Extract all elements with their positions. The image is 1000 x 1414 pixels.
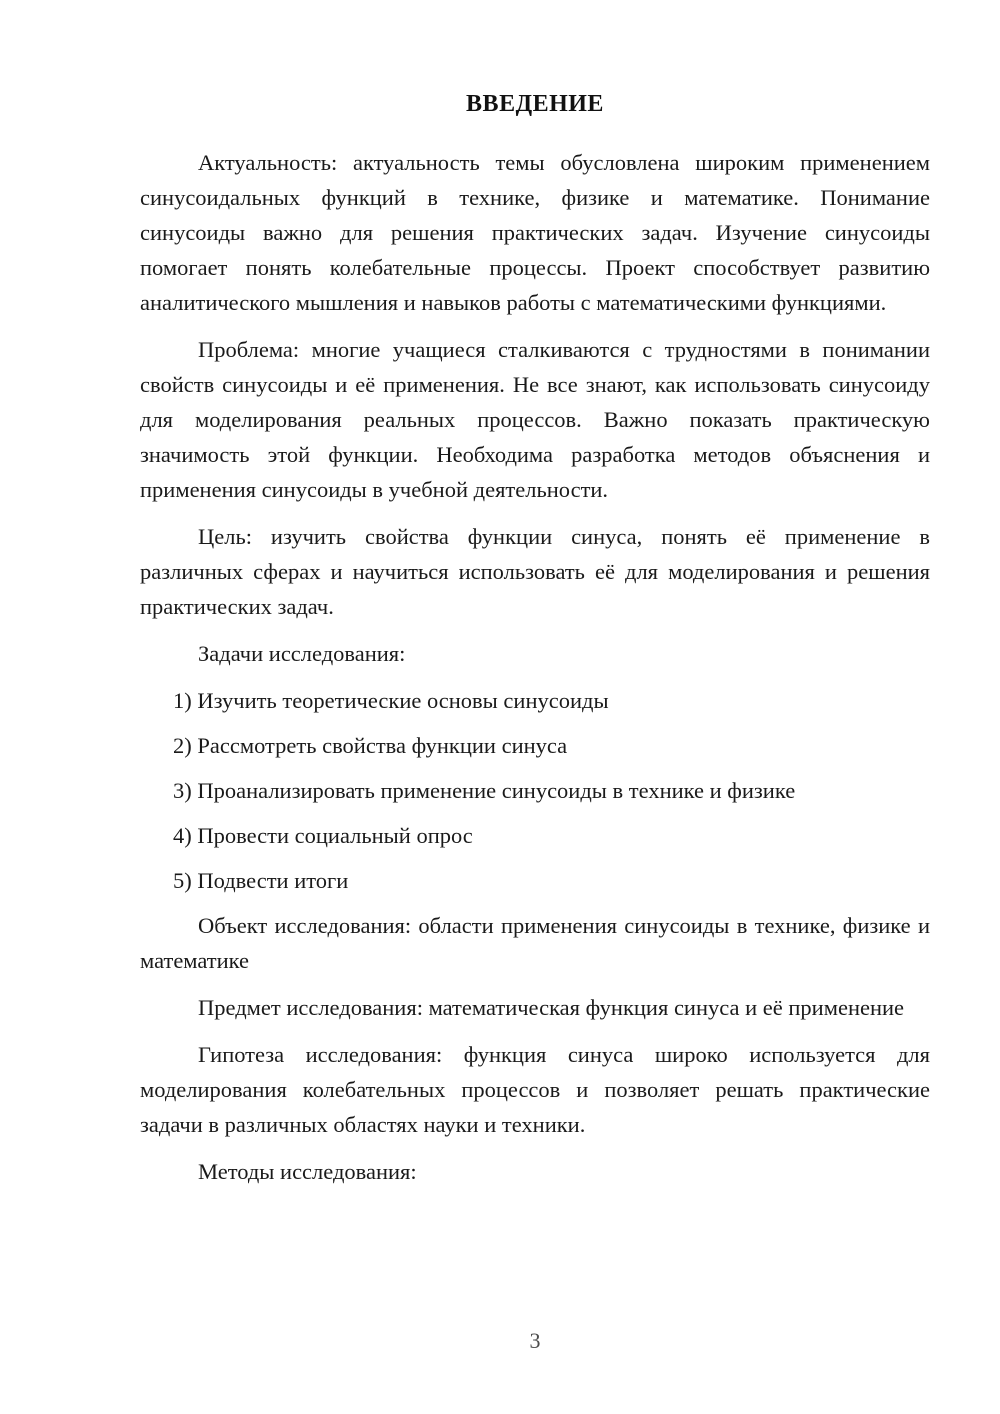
paragraph-gipoteza: Гипотеза исследования: функция синуса широко используется для моделирования колебательных процессов и позволяет решать практические задачи в различных областях науки и техники. (140, 1042, 930, 1137)
paragraph-metody-heading: Методы исследования: (198, 1159, 417, 1184)
task-item-4: 4) Провести социальный опрос (173, 823, 473, 848)
paragraph-aktualnost: Актуальность: актуальность темы обусловлена широким применением синусоидальных функций в технике, физике и математике. Понимание синусоиды важно для решения практических задач. Изучение синусоиды помогает понять колебательные процессы. Проект способствует развитию аналитического мышления и навыков работы с математическими функциями. (140, 150, 930, 315)
page-title: ВВЕДЕНИЕ (466, 91, 604, 117)
paragraph-problema: Проблема: многие учащиеся сталкиваются с трудностями в понимании свойств синусоиды и её применения. Не все знают, как использовать синусоиду для моделирования реальных процессов. Важно показать практическую значимость этой функции. Необходима разработка методов объяснения и применения синусоиды в учебной деятельности. (140, 337, 930, 502)
document-content (140, 0, 930, 1201)
paragraph-obekt: Объект исследования: области применения синусоиды в технике, физике и математике (140, 913, 930, 973)
task-item-2: 2) Рассмотреть свойства функции синуса (173, 733, 568, 758)
paragraph-predmet: Предмет исследования: математическая функция синуса и её применение (198, 995, 905, 1020)
paragraph-zadachi-heading: Задачи исследования: (198, 641, 406, 666)
page-number: 3 (529, 1328, 541, 1353)
task-item-3: 3) Проанализировать применение синусоиды в технике и физике (173, 778, 796, 803)
task-item-1: 1) Изучить теоретические основы синусоиды (173, 688, 609, 713)
paragraph-tsel: Цель: изучить свойства функции синуса, понять её применение в различных сферах и научиться использовать её для моделирования и решения практических задач. (140, 524, 930, 619)
task-item-5: 5) Подвести итоги (173, 868, 349, 893)
